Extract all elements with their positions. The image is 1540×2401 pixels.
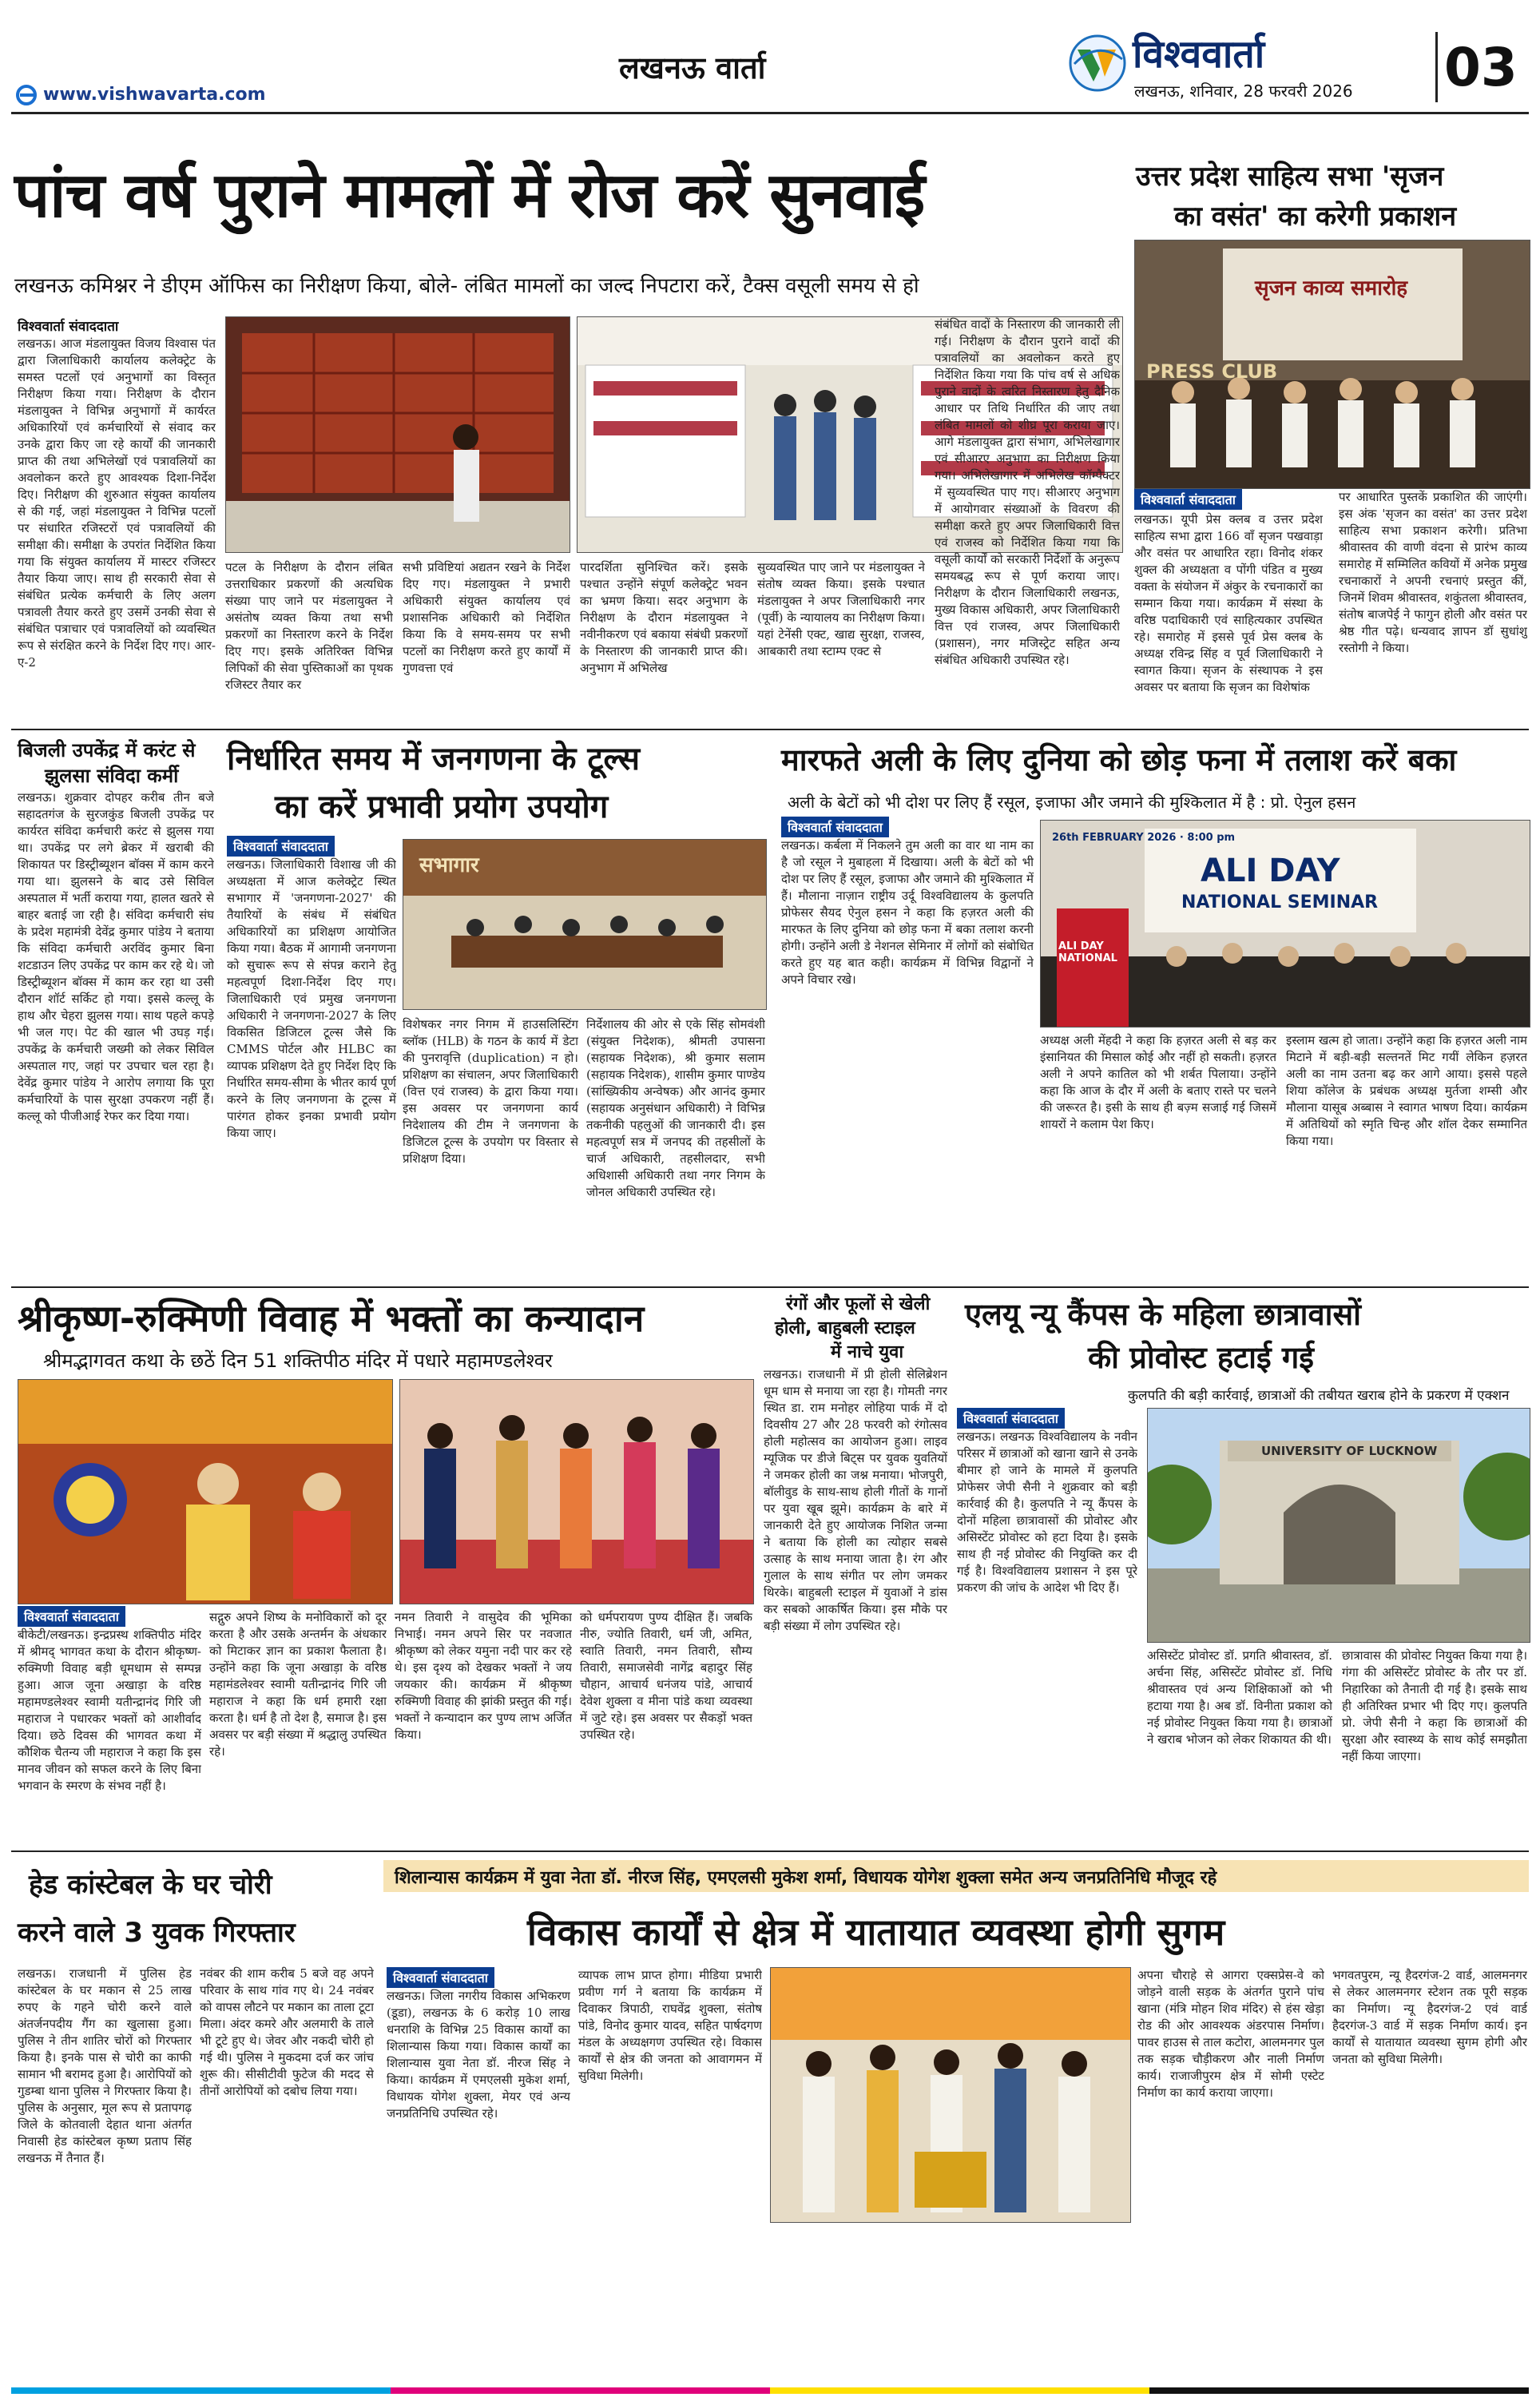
lu-photo-label: UNIVERSITY OF LUCKNOW (1261, 1444, 1438, 1458)
ie-icon (16, 85, 37, 105)
divider-2 (11, 1286, 1529, 1288)
lead-col1: लखनऊ। आज मंडलायुक्त विजय विश्वास पंत द्वारा जिलाधिकारी कार्यालय कलेक्ट्रेट के समस्त पटलों एवं अनुभागों का विस्तृत निरीक्षण किया गया। निरीक्षण के दौरान मंडलायुक्त ने विभिन्न अनुभागों में कार्यरत अधिकारियों एवं कर्मचारियों से संवाद कर उनके द्वारा किए जा रहे कार्यों की जानकारी प्राप्त की तथा अभिलेखों एवं पत्रावलियों का अवलोकन करते हुए आवश्यक दिशा-निर्देश दिए। निरीक्षण की शुरुआत संयुक्त कार्यालय से की गई, जहां मंडलायुक्त ने विभिन्न पटलों पर संधारित रजिस्टरों एवं पत्रावलियों की समीक्षा की। समीक्षा के उपरांत निर्देशित किया गया कि संयुक्त कार्यालय में मास्टर रजिस्टर तैयार किया जाए। साथ ही सरकारी सेवा से संबंधित प्रत्येक कर्मचारी के लिए अलग पत्रावली तैयार करते हुए उसमें उनकी सेवा से संबंधित पत्राचार एवं पत्रावलियों को व्यवस्थित रूप से संरक्षित करने के निर्देश दिए गए। आर-ए-2 (18, 336, 216, 670)
traffic-headline: विकास कार्यों से क्षेत्र में यातायात व्यवस्था होगी सुगम (527, 1910, 1225, 1954)
krishna-photo-1 (18, 1379, 393, 1604)
traffic-col2: व्यापक लाभ प्राप्त होगा। मीडिया प्रभारी प्रवीण गर्ग ने बताया कि कार्यक्रम में दिवाकर त्रिपाठी, राघवेंद्र शुक्ला, संतोष पांडे, विनोद कुमार यादव, सहित पार्षदगण मंडल के अध्यक्षगण उपस्थित रहे। विकास कार्यों से क्षेत्र की जनता को आवागमन में सुविधा मिलेगी। (578, 1968, 762, 2083)
theft-headline-2: करने वाले 3 युवक गिरफ्तार (18, 1917, 296, 1949)
website-link[interactable]: www.vishwavarta.com (43, 85, 266, 105)
header-rule (11, 112, 1529, 114)
ali-headline: मारफते अली के लिए दुनिया को छोड़ फना में तलाश करें बका (781, 742, 1457, 777)
krishna-col3: नमन तिवारी ने वासुदेव की भूमिका निभाई। नमन अपने सिर पर नवजात श्रीकृष्ण को लेकर यमुना नदी पार कर रहे थे। इस दृश्य को देखकर भक्तों ने जय जयकार की। कार्यक्रम में श्रीकृष्ण रुक्मिणी विवाह की झांकी प्रस्तुत की गई। भक्तों ने कन्यादान कर पुण्य लाभ अर्जित किया। (395, 1610, 572, 1742)
divider-1 (11, 729, 1529, 730)
census-headline-2: का करें प्रभावी प्रयोग उपयोग (275, 789, 609, 825)
ali-banner-title: ALI DAY (1201, 853, 1340, 889)
krishna-col1: बीकेटी/लखनऊ। इन्द्रप्रस्थ शक्तिपीठ मंदिर में श्रीमद् भागवत कथा के दौरान श्रीकृष्ण-रुक्मिणी विवाह बड़ी धूमधाम से सम्पन्न हुआ। आज जूना अखाड़ा के वरिष्ठ महामण्डलेश्वर स्वामी यतीन्द्रानंद गिरि जी महाराज ने पधारकर भक्तों को आशीर्वाद दिया। छठे दिवस की भागवत कथा में कौशिक चैतन्य जी महाराज ने कहा कि इस मानव जीवन को सफल करने के लिए बिना भगवान के स्मरण के संभव नहीं है। (18, 1628, 201, 1793)
theft-headline-1: हेड कांस्टेबल के घर चोरी (29, 1869, 272, 1901)
holi-headline-2: होली, बाहुबली स्टाइल (775, 1318, 915, 1338)
sahitya-col1: लखनऊ। यूपी प्रेस क्लब व उत्तर प्रदेश साहित्य सभा द्वारा 166 वाँ सृजन पखवाड़ा और वसंत पर आधारित रहा। विनोद शंकर शुक्ल की अध्यक्षता व पोंगी पंडित व मुख्य वक्ता के संयोजन में अंकुर के रचनाकारों का सम्मान किया गया। कार्यक्रम में संस्था के वरिष्ठ पदाधिकारी एवं साहित्यकार उपस्थित रहे। समारोह में इससे पूर्व प्रेस क्लब के अध्यक्ष रविन्द्र सिंह व पूर्व जिलाधिकारी ने स्वागत किया। सृजन के संस्थापक ने इस अवसर पर बताया कि सृजन का विशेषांक (1134, 512, 1323, 694)
census-headline-1: निर्धारित समय में जनगणना के टूल्स (227, 741, 641, 777)
sahitya-byline: विश्ववार्ता संवाददाता (1134, 489, 1242, 510)
brand-logo (1066, 32, 1129, 94)
ali-banner-date: 26th FEBRUARY 2026 · 8:00 pm (1052, 832, 1236, 844)
ali-banner-sub: NATIONAL SEMINAR (1181, 892, 1379, 912)
lead-byline: विश्ववार्ता संवाददाता (18, 319, 119, 335)
electric-headline-2: झुलसा संविदा कर्मी (45, 765, 179, 787)
traffic-col3: अपना चौराहे से आगरा एक्सप्रेस-वे को जोड़ने वाली सड़क के अंतर्गत पुराने पांच खाना (मंत्रि मोहन शिव मंदिर) से हंस खेड़ा रोड की ओर आवश्यक अंडरपास निर्माण। पावर हाउस से ताल कटोरा, आलमनगर पुल तक सड़क चौड़ीकरण और नाली निर्माण कार्य। राजाजीपुरम क्षेत्र में सोमी एस्टेट निर्माण का कार्य कराया जाएगा। (1137, 1968, 1324, 2100)
krishna-photo-2 (399, 1379, 754, 1604)
krishna-headline: श्रीकृष्ण-रुक्मिणी विवाह में भक्तों का कन्यादान (18, 1297, 645, 1340)
lu-headline-2: की प्रोवोस्ट हटाई गई (1088, 1340, 1314, 1375)
census-col1: लखनऊ। जिलाधिकारी विशाख जी की अध्यक्षता में आज कलेक्ट्रेट स्थित सभागार में 'जनगणना-2027' की तैयारियों के संबंध में संबंधित अधिकारियों का प्रशिक्षण आयोजित किया गया। बैठक में आगामी जनगणना को सुचारू रूप से संपन्न कराने हेतु महत्वपूर्ण दिशा-निर्देश दिए गए। जिलाधिकारी एवं प्रमुख जनगणना अधिकारी ने जनगणना-2027 के लिए विकसित डिजिटल टूल्स जैसे कि CMMS पोर्टल और HLBC का व्यापक प्रशिक्षण देते हुए निर्देश दिए कि निर्धारित समय-सीमा के भीतर कार्य पूर्ण करने के लिए जनगणना के टूल्स में पारंगत होकर इनका प्रभावी प्रयोग किया जाए। (227, 857, 396, 1140)
theft-col1: लखनऊ। राजधानी में पुलिस हेड कांस्टेबल के घर मकान से 25 लाख रुपए के गहने चोरी करने वाले अंतर्जनपदीय गैंग का खुलासा हुआ। पुलिस ने तीन शातिर चोरों को गिरफ्तार किया है। इनके पास से चोरी का काफी सामान भी बरामद हुआ है। आरोपियों को गुडम्बा थाना पुलिस ने गिरफ्तार किया है। पुलिस के अनुसार, मूल रूप से प्रतापगढ़ जिले के कोतवाली देहात थाना अंतर्गत निवासी हेड कांस्टेबल कृष्ण प्रताप सिंह लखनऊ में तैनात हैं। (18, 1966, 192, 2165)
lead-col3: सभी प्रविष्टियां अद्यतन रखने के निर्देश दिए गए। मंडलायुक्त ने प्रभारी अधिकारी संयुक्त कार्यालय एवं प्रशासनिक अधिकारी को निर्देशित किया कि वे समय-समय पर सभी पटलों का निरीक्षण करते हुए कार्यों में गुणवत्ता एवं (403, 560, 570, 675)
color-registration-bar (11, 2387, 1529, 2394)
divider-3 (11, 1850, 1529, 1852)
sahitya-headline-2: का वसंत' का करेगी प्रकाशन (1174, 201, 1457, 233)
ali-col3: इस्लाम खत्म हो जाता। उन्होंने कहा कि हज़रत अली नाम मिटाने में बड़ी-बड़ी सल्तनतें मिट गयीं लेकिन हज़रत अली का नाम उतना बढ़ कर आगे आया। इससे पहले शिया कॉलेज के प्रबंधक अध्यक्ष मुर्तजा शम्सी और मौलाना यासूब अब्बास ने स्वागत भाषण दिया। कार्यक्रम में अतिथियों को स्मृति चिन्ह और शॉल देकर सम्मानित किया गया। (1286, 1033, 1527, 1148)
krishna-col4: को धर्मपरायण पुण्य दीक्षित हैं। जबकि नीरु, ज्योति तिवारी, धर्म जी, अमित, स्वाति तिवारी, नमन तिवारी, सौम्य तिवारी, समाजसेवी नागेंद्र बहादुर सिंह चौहान, आचार्य धनंजय पांडे, आचार्य देवेश शुक्ला व मीना पांडे कथा व्यवस्था में जुटे रहे। इस अवसर पर सैकड़ों भक्त उपस्थित रहे। (580, 1610, 752, 1742)
lead-col5: सुव्यवस्थित पाए जाने पर मंडलायुक्त ने संतोष व्यक्त किया। इसके पश्चात मंडलायुक्त ने अपर जिलाधिकारी नगर (पूर्वी) के न्यायालय का निरीक्षण किया। यहां टेनेंसी एक्ट, खाद्य सुरक्षा, राजस्व, आबकारी तथा स्टाम्प एक्ट से (757, 560, 925, 658)
dateline: लखनऊ, शनिवार, 28 फरवरी 2026 (1134, 81, 1353, 101)
lead-col6: संबंधित वादों के निस्तारण की जानकारी ली गई। निरीक्षण के दौरान पुराने वादों की पत्रावलियों का अवलोकन करते हुए निर्देशित किया गया कि पांच वर्ष से अधिक पुराने वादों के त्वरित निस्तारण हेतु दैनिक आधार पर तिथि निर्धारित की जाए तथा लंबित मामलों को शीघ्र पूरा कराया जाए। आगे मंडलायुक्त द्वारा संभाग, अभिलेखागार एवं सीआरए अनुभाग का निरीक्षण किया गया। अभिलेखागार में अभिलेख कॉम्पैक्टर में सुव्यवस्थित पाए गए। सीआरए अनुभाग में आयोगवार संख्याओं के विवरण की समीक्षा करते हुए अपर जिलाधिकारी वित्त एवं राजस्व को निर्देशित किया गया कि वसूली कार्यों को सरकारी निर्देशों के अनुरूप समयबद्ध रूप से पूर्ण कराया जाए। निरीक्षण के दौरान जिलाधिकारी लखनऊ, मुख्य विकास अधिकारी, अपर जिलाधिकारी वित्त एवं राजस्व, अपर जिलाधिकारी (प्रशासन), नगर मजिस्ट्रेट सहित अन्य संबंधित अधिकारी उपस्थित रहे। (935, 317, 1120, 667)
krishna-subhead: श्रीमद्भागवत कथा के छठें दिन 51 शक्तिपीठ मंदिर में पधारे महामण्डलेश्वर (43, 1350, 553, 1372)
lead-col4: पारदर्शिता सुनिश्चित करें। इसके पश्चात उन्होंने संपूर्ण कलेक्ट्रेट भवन का भ्रमण किया। सदर अनुभाग के निरीक्षण के दौरान मंडलायुक्त ने नवीनीकरण एवं बकाया संबंधी प्रकरणों के निस्तारण की जानकारी प्राप्त की। अनुभाग में अभिलेख (580, 560, 748, 675)
sahitya-banner-text: सृजन काव्य समारोह (1255, 276, 1408, 300)
census-photo (403, 839, 767, 1010)
lu-col3: छात्रावास की प्रोवोस्ट नियुक्त किया गया है। गंगा की असिस्टेंट प्रोवोस्ट के तौर पर डॉ. निहारिका को तैनाती दी गई है। इसके साथ ही अतिरिक्त प्रभार भी दिए गए। कुलपति प्रो. जेपी सैनी ने कहा कि छात्राओं की सुरक्षा और स्वास्थ्य के साथ कोई समझौता नहीं किया जाएगा। (1342, 1648, 1527, 1763)
holi-body: लखनऊ। राजधानी में प्री होली सेलिब्रेशन धूम धाम से मनाया जा रहा है। गोमती नगर स्थित डा. राम मनोहर लोहिया पार्क में दो दिवसीय 27 और 28 फरवरी को रंगोत्सव होली महोत्सव का आयोजन हुआ। लाइव म्यूजिक पर डीजे बिट्स पर युवक युवतियों ने जमकर होली का जश्न मनाया। भोजपुरी, बॉलीवुड के साथ-साथ होली गीतों के गानों पर युवा खूब झूमे। कार्यक्रम के बारे में जानकारी देते हुए आयोजक निशित जन्मा ने बताया कि होली का त्योहार सबसे उत्साह के साथ मनाया जाता है। रंग और गुलाल के साथ संगीत पर लोग जमकर थिरके। बाहुबली स्टाइल में युवाओं ने डांस कर सबको आकर्षित किया। इस मौके पर बड़ी संख्या में लोग उपस्थित रहे। (764, 1367, 947, 1633)
ali-subhead: अली के बेटों को भी दोश पर लिए हैं रसूल, इजाफा और जमाने की मुश्किलात में है : प्रो. ऐनुल हसन (788, 793, 1356, 812)
lu-col2: असिस्टेंट प्रोवोस्ट डॉ. प्रगति श्रीवास्तव, डॉ. अर्चना सिंह, असिस्टेंट प्रोवोस्ट डॉ. निधि श्रीवास्तव एवं अन्य शिक्षिकाओं को भी हटाया गया है। अब डॉ. विनीता प्रकाश को नई प्रोवोस्ट नियुक्त किया गया है। छात्राओं ने खराब भोजन को लेकर शिकायत की थी। (1147, 1648, 1332, 1747)
lead-col2: पटल के निरीक्षण के दौरान लंबित उत्तराधिकार प्रकरणों की अत्यधिक संख्या पाए जाने पर मंडलायुक्त ने असंतोष व्यक्त किया तथा सभी प्रकरणों का निस्तारण करने के निर्देश दिए गए। इसके अतिरिक्त विभिन्न लिपिकों की सेवा पुस्तिकाओं का पृथक रजिस्टर तैयार कर (225, 560, 393, 692)
ali-stand-text: ALI DAY NATIONAL (1058, 940, 1117, 964)
census-photo-sign: सभागार (419, 853, 479, 877)
electric-body: लखनऊ। शुक्रवार दोपहर करीब तीन बजे सहादतगंज के सुरजकुंड बिजली उपकेंद्र पर कार्यरत संविदा कर्मचारी करंट से झुलस गया था। उपकेंद्र पर लगे ब्रेकर में खराबी की शिकायत पर डिस्ट्रीब्यूशन बॉक्स में काम करने गया था। झुलसने के बाद उसे सिविल अस्पताल में भर्ती कराया गया, हालत खतरे से बाहर बताई जा रही है। संविदा कर्मचारी संघ के प्रदेश महामंत्री देवेंद्र कुमार पांडेय ने बताया कि संविदा कर्मचारी अरविंद कुमार बिना शटडाउन लिए उपकेंद्र पर काम कर रहे थे। जो डिस्ट्रीब्यूशन बॉक्स में काम कर रहा था उसी दौरान शॉर्ट सर्किट हो गया। इससे कल्लू के हाथ और चेहरा झुलस गया। साथ पहले कपड़े भी जल गए। पेट की खाल भी उघड़ गई। उपकेंद्र के कर्मचारी जख्मी को लेकर सिविल अस्पताल गए, जहां पर उपचार चल रहा है। देवेंद्र कुमार पांडेय ने आरोप लगाया कि पूरा कर्मचारियों के पास सुरक्षा उपकरण नहीं हैं। कल्लू को पीजीआई रेफर कर दिया गया। (18, 790, 214, 1123)
holi-headline-1: रंगों और फूलों से खेली (786, 1294, 931, 1314)
sahitya-photo-label: PRESS CLUB (1146, 360, 1278, 383)
brand-name: विश्ववार्ता (1133, 32, 1265, 77)
ali-photo (1040, 820, 1530, 1028)
lu-photo (1147, 1408, 1530, 1643)
census-byline: विश्ववार्ता संवाददाता (227, 836, 335, 857)
krishna-byline: विश्ववार्ता संवाददाता (18, 1606, 125, 1627)
header-divider (1435, 32, 1438, 102)
lead-subhead: लखनऊ कमिश्नर ने डीएम ऑफिस का निरीक्षण किया, बोले- लंबित मामलों का जल्द निपटारा करें, टैक्स वसूली समय से हो (14, 274, 919, 298)
page-number: 03 (1444, 37, 1518, 98)
theft-col2: नवंबर की शाम करीब 5 बजे वह अपने परिवार के साथ गांव गए थे। 24 नवंबर को वापस लौटने पर मकान का ताला टूटा मिला। अंदर कमरे और अलमारी के ताले भी टूटे हुए थे। जेवर और नकदी चोरी हो गई थी। पुलिस ने मुकदमा दर्ज कर जांच शुरू की। सीसीटीवी फुटेज की मदद से तीनों आरोपियों को दबोच लिया गया। (200, 1966, 374, 2098)
traffic-col1: लखनऊ। जिला नगरीय विकास अभिकरण (डूडा), लखनऊ के 6 करोड़ 10 लाख धनराशि के विभिन्न 25 विकास कार्यों का शिलान्यास किया गया। विकास कार्यों का शिलान्यास युवा नेता डॉ. नीरज सिंह ने किया। कार्यक्रम में एमएलसी मुकेश शर्मा, विधायक योगेश शुक्ला, मेयर एवं अन्य जनप्रतिनिधि उपस्थित रहे। (387, 1989, 570, 2121)
lu-subhead: कुलपति की बड़ी कार्रवाई, छात्राओं की तबीयत खराब होने के प्रकरण में एक्शन (1128, 1388, 1510, 1404)
lu-col1: लखनऊ। लखनऊ विश्वविद्यालय के नवीन परिसर में छात्राओं को खाना खाने से उनके बीमार हो जाने के मामले में कुलपति प्रोफेसर जेपी सैनी ने शुक्रवार को बड़ी कार्रवाई की है। कुलपति ने न्यू कैंपस के दोनों महिला छात्रावासों की प्रोवोस्ट और असिस्टेंट प्रोवोस्ट को हटा दिया है। इसके साथ ही नई प्रोवोस्ट की नियुक्ति कर दी गई है। विश्वविद्यालय प्रशासन ने इस पूरे प्रकरण की जांच के आदेश भी दिए हैं। (957, 1429, 1137, 1595)
ali-byline: विश्ववार्ता संवाददाता (781, 817, 889, 837)
lead-headline: पांच वर्ष पुराने मामलों में रोज करें सुनवाई (14, 160, 925, 232)
sahitya-col2: पर आधारित पुस्तकें प्रकाशित की जाएंगी। इस अंक 'सृजन का वसंत' का उत्तर प्रदेश साहित्य सभा प्रकाशन करेगी। प्रतिभा श्रीवास्तव की वाणी वंदना से प्रारंभ काव्य समारोह में सम्मिलित कवियों में अनेक प्रमुख रचनाकारों ने अपनी रचनाएं प्रस्तुत कीं, जिनमें शिवम श्रीवास्तव, शकुंतला श्रीवास्तव, संतोष बाजपेई ने फागुन होली और वसंत पर श्रेष्ठ गीत पढ़े। धन्यवाद ज्ञापन डॉ सुधांशु रस्तोगी ने किया। (1339, 490, 1527, 655)
ali-col1: लखनऊ। कर्बला में निकलने तुम अली का वार था नाम का है जो रसूल ने मुबाहला में दिखाया। अली के बेटों को भी दोश पर लिए हैं रसूल, इजाफा और जमाने की मुश्किलात में हैं। मौलाना नाज़ान राष्ट्रीय उर्दू विश्वविद्यालय के कुलपति प्रोफेसर सैयद ऐनुल हसन ने कहा कि हज़रत अली की मारफत के लिए दुनिया को छोड़ फना में बका तलाश करनी होगी। उन्होंने अली डे नेशनल सेमिनार में लोगों को संबोधित करते हुए यह बात कही। कार्यक्रम में विभिन्न विद्वानों ने अपने विचार रखे। (781, 838, 1034, 987)
sahitya-headline-1: उत्तर प्रदेश साहित्य सभा 'सृजन (1136, 161, 1444, 193)
traffic-photo (770, 1967, 1131, 2223)
electric-headline-1: बिजली उपकेंद्र में करंट से (18, 739, 196, 761)
census-col2: निर्देशालय की ओर से एके सिंह सोमवंशी (संयुक्त निदेशक), श्रीमती उपासना (सहायक निदेशक), श्री कुमार सलाम (सहायक निदेशक), शासीम कुमार पाण्डेय (सांख्यिकीय अन्वेषक) और आनंद कुमार (सहायक अनुसंधान अधिकारी) ने विभिन्न तकनीकी पहलुओं की जानकारी दी। इस महत्वपूर्ण सत्र में जनपद की तहसीलों के चार्ज अधिकारी, तहसीलदार, सभी अधिशासी अधिकारी तथा नगर निगम के जोनल अधिकारी उपस्थित रहे। (586, 1017, 765, 1199)
holi-headline-3: में नाचे युवा (831, 1342, 904, 1362)
section-title: लखनऊ वार्ता (619, 50, 766, 85)
census-col3: विशेषकर नगर निगम में हाउसलिस्टिंग ब्लॉक (HLB) के गठन के कार्य में डेटा की पुनरावृत्ति (duplication) न हो। प्रशिक्षण का संचालन, अपर जिलाधिकारी (वित्त एवं राजस्व) के द्वारा किया गया। इस अवसर पर जनगणना कार्य निदेशालय की टीम ने जनगणना के डिजिटल टूल्स के उपयोग पर विस्तार से प्रशिक्षण दिया। (403, 1017, 578, 1166)
ali-col2: अध्यक्ष अली मेंहदी ने कहा कि हज़रत अली से बड़ कर इंसानियत की मिसाल कोई और नहीं हो सकती। हज़रत अली ने अपने कातिल को भी शर्बत पिलाया। उन्होंने कहा कि आज के दौर में अली के बताए रास्ते पर चलने की जरूरत है। इसी के साथ ही बज़्म सजाई गई जिसमें शायरों ने कलाम पेश किए। (1040, 1033, 1276, 1131)
traffic-byline: विश्ववार्ता संवाददाता (387, 1967, 494, 1988)
traffic-col4: भगवतपुरम, न्यू हैदरगंज-2 वार्ड, आलमनगर से लेकर आलमनगर स्टेशन तक पूरी सड़क का निर्माण। न्यू हैदरगंज-2 एवं वार्ड हैदरगंज-3 वार्ड में सड़क निर्माण कार्य। इन कार्यों से यातायात व्यवस्था सुगम होगी और जनता को सुविधा मिलेगी। (1332, 1968, 1527, 2066)
traffic-banner-text: शिलान्यास कार्यक्रम में युवा नेता डॉ. नीरज सिंह, एमएलसी मुकेश शर्मा, विधायक योगेश शुक्ला समेत अन्य जनप्रतिनिधि मौजूद रहे (395, 1868, 1217, 1888)
lu-headline-1: एलयू न्यू कैंपस के महिला छात्रावासों (965, 1297, 1362, 1332)
lead-photo-1 (225, 316, 570, 553)
krishna-col2: सद्गुरु अपने शिष्य के मनोविकारों को दूर करता है और उसके अन्तर्मन के अंधकार को मिटाकर ज्ञान का प्रकाश फैलाता है। उन्होंने कहा कि जूना अखाड़ा के वरिष्ठ महामंडलेश्वर स्वामी यतीन्द्रानंद गिरि जी महाराज ने कहा कि धर्म हमारी रक्षा करता है। धर्म है तो देश है, समाज है। इस अवसर पर बड़ी संख्या में श्रद्धालु उपस्थित रहे। (209, 1610, 387, 1759)
lu-byline: विश्ववार्ता संवाददाता (957, 1408, 1065, 1429)
sahitya-photo (1134, 240, 1530, 489)
